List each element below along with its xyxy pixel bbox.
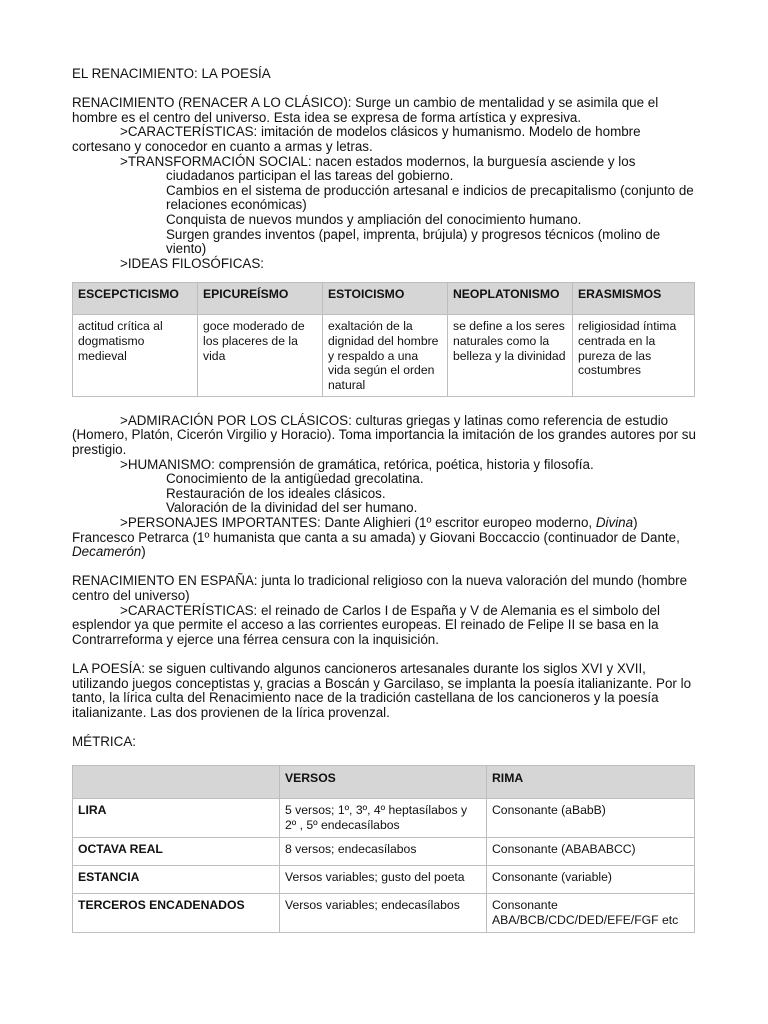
intro-paragraph: RENACIMIENTO (RENACER A LO CLÁSICO): Surge un cambio de mentalidad y se asimila que el hombre es el centro del universo. Esta idea se expresa de forma artística y expresiva. xyxy=(72,95,659,125)
table-cell: Consonante (variable) xyxy=(487,866,695,894)
table-cell: exaltación de la dignidad del hombre y respaldo a una vida según el orden natural xyxy=(323,315,448,397)
table-header-cell: EPICUREÍSMO xyxy=(198,283,323,315)
personajes-text-c: ) xyxy=(141,544,146,560)
caracteristicas-line: >CARACTERÍSTICAS: imitación de modelos clásicos y humanismo. Modelo de hombre cortesano y conocedor en cuanto a armas y letras. xyxy=(72,124,641,154)
metrica-table xyxy=(72,765,695,933)
table-cell: OCTAVA REAL xyxy=(73,838,280,866)
transformacion-item: ciudadanos participan el las tareas del gobierno. xyxy=(166,168,454,184)
table-cell: Consonante (ABABABCC) xyxy=(487,838,695,866)
transformacion-item: Conquista de nuevos mundos y ampliación del conocimiento humano. xyxy=(166,211,582,227)
table-row xyxy=(73,894,695,933)
table-header-cell: ESCEPCTICISMO xyxy=(73,283,198,315)
table-header-cell: RIMA xyxy=(487,766,695,799)
humanismo-item: Restauración de los ideales clásicos. xyxy=(166,485,386,501)
transformacion-item: Surgen grandes inventos (papel, imprenta, brújula) y progresos técnicos (molino de viento) xyxy=(166,226,661,257)
admiracion-line: >ADMIRACIÓN POR LOS CLÁSICOS: culturas griegas y latinas como referencia de estudio (Homero, Platón, Cicerón Virgilio y Horacio). Toma importancia la imitación de los grandes autores por su prestigio. xyxy=(72,412,696,458)
table-row xyxy=(73,799,695,838)
page-title: EL RENACIMIENTO: LA POESÍA xyxy=(72,66,271,81)
table-header-cell: ERASMISMOS xyxy=(573,283,695,315)
humanismo-item: Conocimiento de la antigüedad grecolatina. xyxy=(166,471,424,487)
metrica-label: MÉTRICA: xyxy=(72,733,136,749)
transformacion-line: >TRANSFORMACIÓN SOCIAL: nacen estados modernos, la burguesía asciende y los xyxy=(120,153,636,169)
table-row xyxy=(73,315,695,397)
table-cell: se define a los seres naturales como la belleza y la divinidad xyxy=(448,315,573,397)
ideas-line: >IDEAS FILOSÓFICAS: xyxy=(120,255,264,271)
table-cell: Versos variables; endecasílabos xyxy=(280,894,487,933)
table-cell: LIRA xyxy=(73,799,280,838)
table-cell: Consonante ABA/BCB/CDC/DED/EFE/FGF etc xyxy=(487,894,695,933)
humanismo-line: >HUMANISMO: comprensión de gramática, retórica, poética, historia y filosofía. xyxy=(120,456,594,472)
personajes-text-a: >PERSONAJES IMPORTANTES: Dante Alighieri (1º escritor europeo moderno, xyxy=(120,514,596,530)
table-header-row xyxy=(73,283,695,315)
table-header-cell: ESTOICISMO xyxy=(323,283,448,315)
document-page xyxy=(72,67,698,933)
espana-caracteristicas: >CARACTERÍSTICAS: el reinado de Carlos I de España y V de Alemania es el simbolo del esplendor ya que permite el acceso a las corrientes europeas. El reinado de Felipe II se basa en la Contrarreforma y ejerce una férrea censura con la inquisición. xyxy=(72,602,660,647)
table-cell: goce moderado de los placeres de la vida xyxy=(198,315,323,397)
divina-title: Divina xyxy=(595,514,634,530)
table-cell: religiosidad íntima centrada en la pureza de las costumbres xyxy=(573,315,695,397)
table-cell: actitud crítica al dogmatismo medieval xyxy=(73,315,198,397)
transformacion-item: Cambios en el sistema de producción artesanal e indicios de precapitalismo (conjunto de relaciones económicas) xyxy=(166,182,694,213)
table-header-row xyxy=(73,766,695,799)
table-row xyxy=(73,838,695,866)
table-cell: TERCEROS ENCADENADOS xyxy=(73,894,280,933)
table-header-cell xyxy=(73,766,280,799)
personajes-text-b: ) Francesco Petrarca (1º humanista que canta a su amada) y Giovani Boccaccio (continuador de Dante, xyxy=(72,514,680,545)
decameron-title: Decamerón xyxy=(72,544,142,560)
table-row xyxy=(73,866,695,894)
table-header-cell: NEOPLATONISMO xyxy=(448,283,573,315)
table-header-cell: VERSOS xyxy=(280,766,487,799)
poesia-paragraph: LA POESÍA: se siguen cultivando algunos cancioneros artesanales durante los siglos XVI y XVII, utilizando juegos conceptistas y, gracias a Boscán y Garcilaso, se implanta la poesía italianizante. Por lo tanto, la lírica culta del Renacimiento nace de la tradición castellana de los cancioneros y la poesía italianizante. Las dos provienen de la lírica provenzal. xyxy=(72,660,692,720)
humanismo-item: Valoración de la divinidad del ser humano. xyxy=(166,500,418,516)
ideas-table xyxy=(72,282,695,397)
table-cell: 5 versos; 1º, 3º, 4º heptasílabos y 2º , 5º endecasílabos xyxy=(280,799,487,838)
table-cell: ESTANCIA xyxy=(73,866,280,894)
espana-paragraph: RENACIMIENTO EN ESPAÑA: junta lo tradicional religioso con la nueva valoración del mundo (hombre centro del universo) xyxy=(72,573,688,603)
table-cell: Versos variables; gusto del poeta xyxy=(280,866,487,894)
table-cell: 8 versos; endecasílabos xyxy=(280,838,487,866)
personajes-line xyxy=(72,516,698,560)
table-cell: Consonante (aBabB) xyxy=(487,799,695,838)
